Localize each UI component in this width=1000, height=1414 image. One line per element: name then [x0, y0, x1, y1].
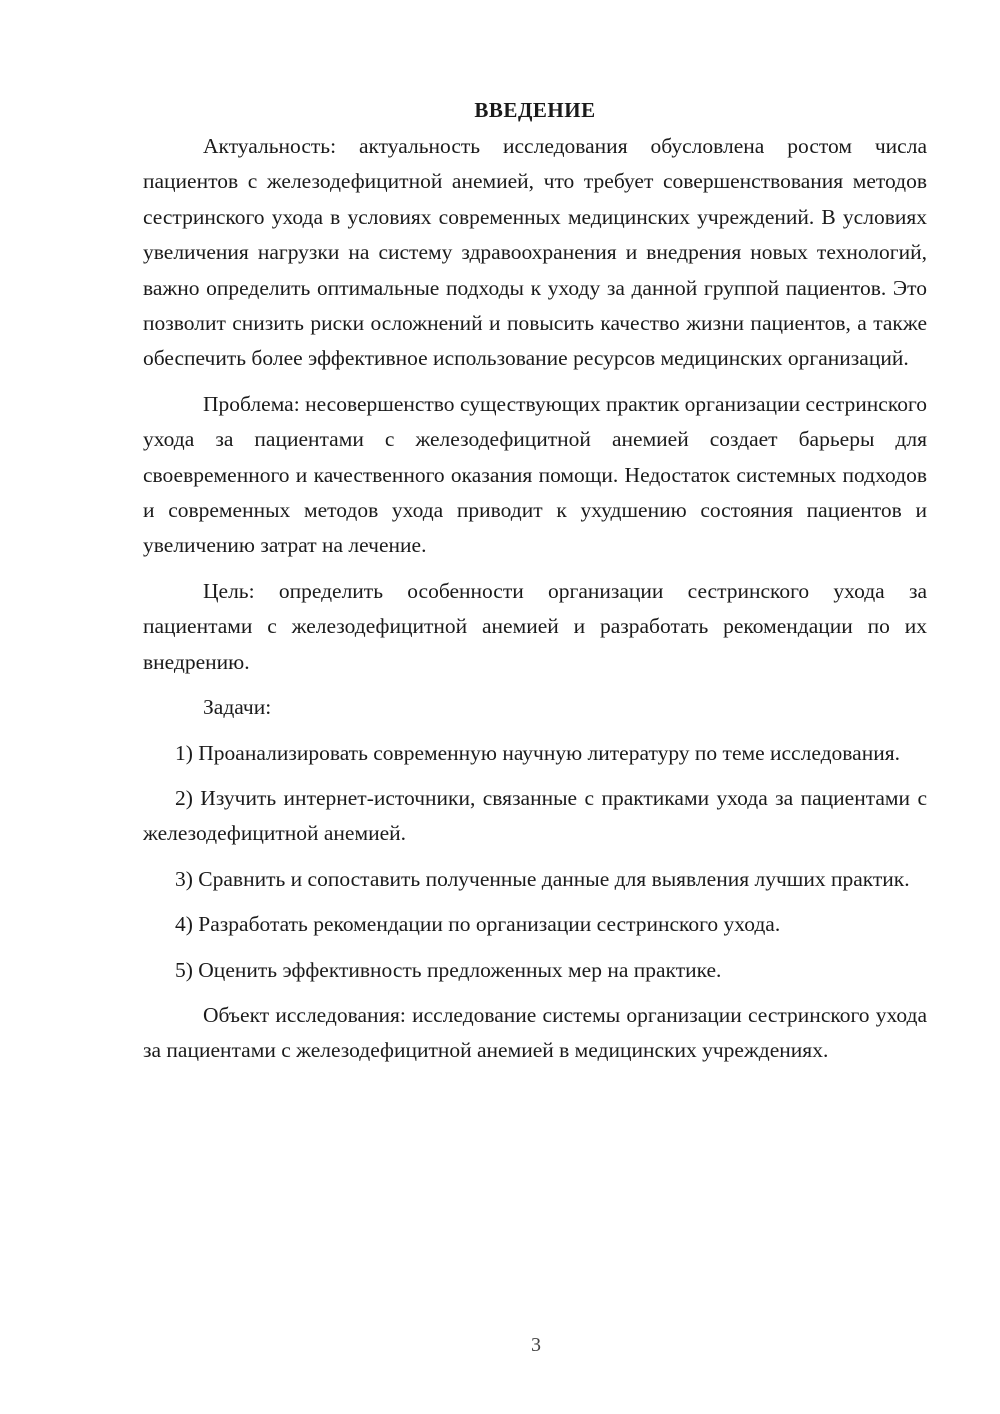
problem-paragraph: Проблема: несовершенство существующих практик организации сестринского ухода за пациентами с железодефицитной анемией создает барьеры для своевременного и качественного оказания помощи. Недостаток системных подходов и современных методов ухода приводит к ухудшению состояния пациентов и увеличению затрат на лечение.: [143, 391, 927, 558]
task-item: 4) Разработать рекомендации по организации сестринского ухода.: [175, 912, 781, 937]
task-item: 5) Оценить эффективность предложенных мер на практике.: [175, 957, 722, 982]
task-item: 1) Проанализировать современную научную литературу по теме исследования.: [175, 740, 900, 765]
page-number: 3: [531, 1334, 541, 1356]
task-item: 3) Сравнить и сопоставить полученные данные для выявления лучших практик.: [175, 866, 910, 891]
task-item: 2) Изучить интернет-источники, связанные с практиками ухода за пациентами с железодефицитной анемией.: [143, 785, 927, 846]
relevance-paragraph: Актуальность: актуальность исследования обусловлена ростом числа пациентов с железодефицитной анемией, что требует совершенствования методов сестринского ухода в условиях современных медицинских учреждений. В условиях увеличения нагрузки на систему здравоохранения и внедрения новых технологий, важно определить оптимальные подходы к уходу за данной группой пациентов. Это позволит снизить риски осложнений и повысить качество жизни пациентов, а также обеспечить более эффективное использование ресурсов медицинских организаций.: [143, 134, 927, 371]
goal-paragraph: Цель: определить особенности организации сестринского ухода за пациентами с железодефицитной анемией и разработать рекомендации по их внедрению.: [143, 578, 927, 674]
section-title: ВВЕДЕНИЕ: [474, 98, 596, 122]
page-body: [143, 95, 927, 1079]
object-paragraph: Объект исследования: исследование системы организации сестринского ухода за пациентами с железодефицитной анемией в медицинских учреждениях.: [143, 1002, 927, 1063]
tasks-heading: Задачи:: [203, 695, 272, 720]
